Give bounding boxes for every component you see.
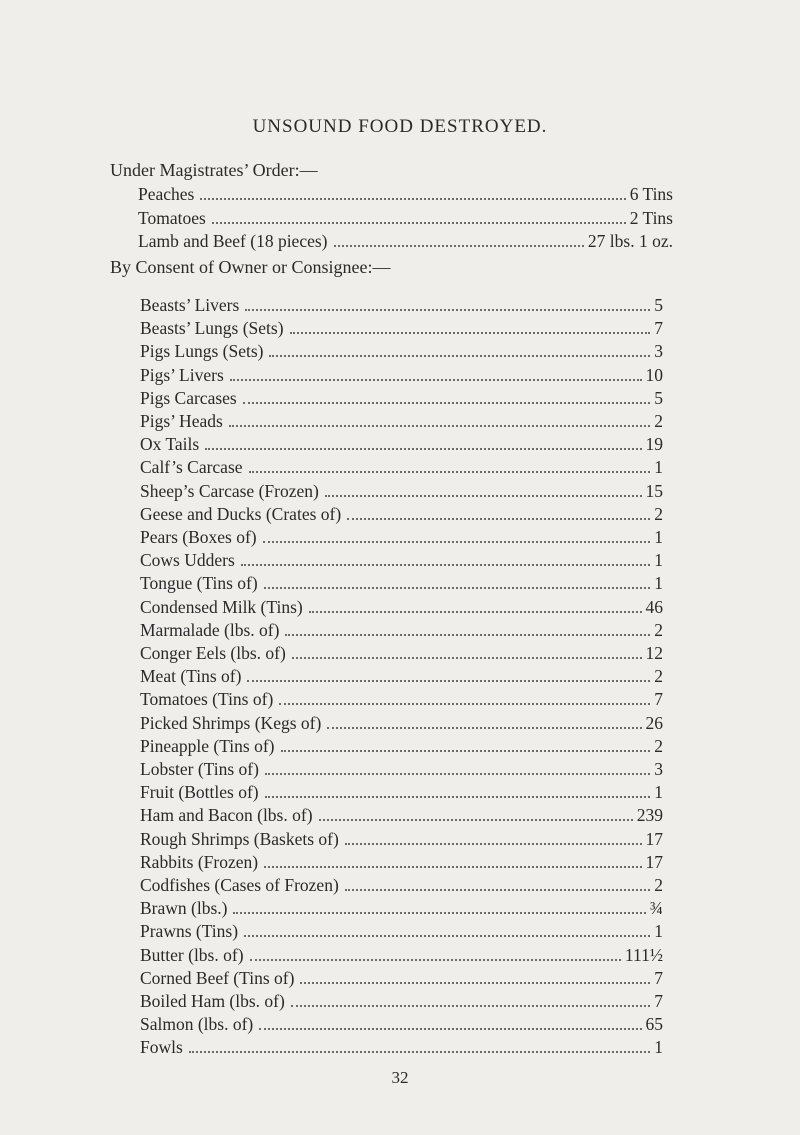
item-value: 3	[654, 341, 663, 362]
item-label: Boiled Ham (lbs. of)	[140, 991, 285, 1011]
dot-leader	[241, 563, 650, 566]
item-value: 2	[654, 619, 663, 640]
list-item	[140, 1013, 663, 1035]
list-item	[140, 944, 663, 966]
item-value: 7	[654, 318, 663, 339]
item-value: 17	[645, 828, 663, 849]
item-label: Ox Tails	[140, 434, 200, 455]
dot-leader	[250, 958, 621, 961]
dot-leader	[249, 470, 651, 473]
item-label: Lobster (Tins of)	[140, 759, 259, 779]
item-value: 5	[654, 387, 663, 408]
list-item	[140, 642, 663, 664]
list-item	[140, 572, 663, 594]
item-label: Fruit (Bottles of)	[140, 782, 259, 803]
item-value: 239	[636, 805, 663, 826]
list-item	[140, 340, 663, 362]
item-value: 19	[645, 434, 663, 455]
list-item	[140, 526, 663, 548]
item-label: Picked Shrimps (Kegs of)	[140, 712, 322, 733]
list-item	[140, 317, 663, 339]
dot-leader	[279, 702, 650, 705]
item-label: Pigs Lungs (Sets)	[140, 341, 264, 362]
list-item	[140, 1036, 663, 1058]
dot-leader	[285, 633, 650, 636]
dot-leader	[292, 656, 642, 659]
item-value: 1	[654, 550, 663, 571]
page-number: 32	[391, 1068, 409, 1087]
item-label: Tomatoes	[138, 207, 206, 228]
item-label: Beasts’ Lungs (Sets)	[140, 318, 284, 339]
list-item	[140, 851, 663, 873]
item-label: Pigs’ Livers	[140, 364, 224, 385]
item-value: 2	[654, 503, 663, 524]
item-label: Codfishes (Cases of Frozen)	[140, 875, 339, 895]
dot-leader	[205, 447, 641, 450]
item-label: Butter (lbs. of)	[140, 944, 244, 965]
item-value: 7	[654, 689, 663, 710]
dot-leader	[230, 378, 642, 381]
item-value: 1	[654, 527, 663, 547]
item-value: 2 Tins	[629, 207, 673, 228]
item-label: Peaches	[138, 184, 195, 204]
list-item	[140, 920, 663, 942]
dot-leader	[290, 331, 651, 334]
item-label: Tongue (Tins of)	[140, 573, 258, 594]
list-item	[140, 967, 663, 989]
dot-leader	[291, 1004, 650, 1007]
dot-leader	[212, 221, 626, 224]
item-value: ¾	[649, 898, 663, 919]
list-item	[140, 735, 663, 757]
item-value: 5	[654, 295, 663, 315]
list-item	[140, 897, 663, 919]
item-label: Tomatoes (Tins of)	[140, 689, 274, 710]
item-value: 7	[654, 967, 663, 988]
item-label: Meat (Tins of)	[140, 666, 242, 687]
dot-leader	[281, 749, 651, 752]
item-label: Pineapple (Tins of)	[140, 735, 275, 756]
list-item	[140, 758, 663, 780]
item-label: Cows Udders	[140, 550, 235, 571]
dot-leader	[345, 888, 650, 891]
dot-leader	[263, 540, 651, 543]
item-value: 3	[654, 759, 663, 779]
item-value: 26	[645, 712, 663, 733]
item-label: Pigs’ Heads	[140, 411, 223, 431]
item-label: Conger Eels (lbs. of)	[140, 643, 286, 663]
list-item	[140, 665, 663, 687]
item-label: Condensed Milk (Tins)	[140, 596, 303, 617]
list-item	[140, 828, 663, 850]
dot-leader	[247, 679, 650, 682]
list-item	[140, 619, 663, 641]
dot-leader	[229, 424, 650, 427]
item-value: 6 Tins	[629, 184, 673, 204]
item-value: 1	[654, 921, 663, 942]
item-value: 1	[654, 782, 663, 803]
item-label: Ham and Bacon (lbs. of)	[140, 805, 313, 826]
item-label: Salmon (lbs. of)	[140, 1014, 254, 1035]
item-value: 27 lbs. 1 oz.	[587, 231, 673, 251]
list-item	[140, 804, 663, 826]
item-label: Geese and Ducks (Crates of)	[140, 503, 342, 524]
item-value: 2	[654, 875, 663, 895]
dot-leader	[327, 726, 641, 729]
dot-leader	[264, 586, 651, 589]
item-label: Prawns (Tins)	[140, 921, 239, 942]
item-label: Sheep’s Carcase (Frozen)	[140, 480, 319, 501]
list-item	[140, 549, 663, 571]
dot-leader	[259, 1027, 641, 1030]
item-value: 2	[654, 735, 663, 756]
dot-leader	[245, 308, 650, 311]
list-item	[140, 874, 663, 896]
dot-leader	[269, 354, 650, 357]
list-item	[140, 364, 663, 386]
dot-leader	[264, 865, 641, 868]
dot-leader	[189, 1050, 650, 1053]
page-title: UNSOUND FOOD DESTROYED.	[252, 116, 548, 137]
list-item	[140, 387, 663, 409]
item-label: Fowls	[140, 1037, 183, 1058]
list-item	[140, 433, 663, 455]
list-item	[140, 781, 663, 803]
dot-leader	[319, 818, 633, 821]
list-item	[140, 503, 663, 525]
section-heading-consent: By Consent of Owner or Consignee:—	[110, 257, 391, 277]
list-item	[138, 183, 673, 205]
section-heading-magistrates: Under Magistrates’ Order:—	[110, 160, 318, 180]
item-label: Calf’s Carcase	[140, 457, 243, 478]
dot-leader	[243, 401, 651, 404]
dot-leader	[300, 981, 650, 984]
item-value: 12	[645, 643, 663, 663]
item-value: 10	[645, 364, 663, 385]
item-value: 2	[654, 666, 663, 687]
list-item	[140, 688, 663, 710]
item-value: 46	[645, 596, 663, 617]
dot-leader	[265, 772, 650, 775]
item-value: 111½	[624, 944, 663, 965]
item-label: Beasts’ Livers	[140, 295, 240, 315]
dot-leader	[309, 610, 642, 613]
item-label: Pears (Boxes of)	[140, 527, 257, 547]
dot-leader	[265, 795, 651, 798]
list-item	[140, 990, 663, 1012]
item-value: 2	[654, 411, 663, 431]
item-value: 1	[654, 573, 663, 594]
item-value: 15	[645, 480, 663, 501]
item-label: Brawn (lbs.)	[140, 898, 228, 919]
item-label: Lamb and Beef (18 pieces)	[138, 231, 328, 251]
list-item	[140, 456, 663, 478]
list-item	[138, 230, 673, 252]
dot-leader	[334, 244, 584, 247]
item-label: Rough Shrimps (Baskets of)	[140, 828, 339, 849]
dot-leader	[233, 911, 645, 914]
dot-leader	[200, 197, 625, 200]
dot-leader	[347, 517, 650, 520]
list-item	[140, 480, 663, 502]
list-item	[140, 294, 663, 316]
list-item	[140, 410, 663, 432]
item-value: 7	[654, 991, 663, 1011]
dot-leader	[244, 934, 650, 937]
list-item	[140, 712, 663, 734]
list-item	[140, 596, 663, 618]
item-label: Marmalade (lbs. of)	[140, 619, 280, 640]
list-item	[138, 207, 673, 229]
dot-leader	[345, 842, 642, 845]
item-value: 1	[654, 1037, 663, 1058]
item-label: Corned Beef (Tins of)	[140, 967, 295, 988]
dot-leader	[325, 494, 642, 497]
item-value: 17	[645, 851, 663, 872]
item-label: Pigs Carcases	[140, 387, 237, 408]
item-value: 65	[645, 1014, 663, 1035]
item-label: Rabbits (Frozen)	[140, 851, 259, 872]
item-value: 1	[654, 457, 663, 478]
